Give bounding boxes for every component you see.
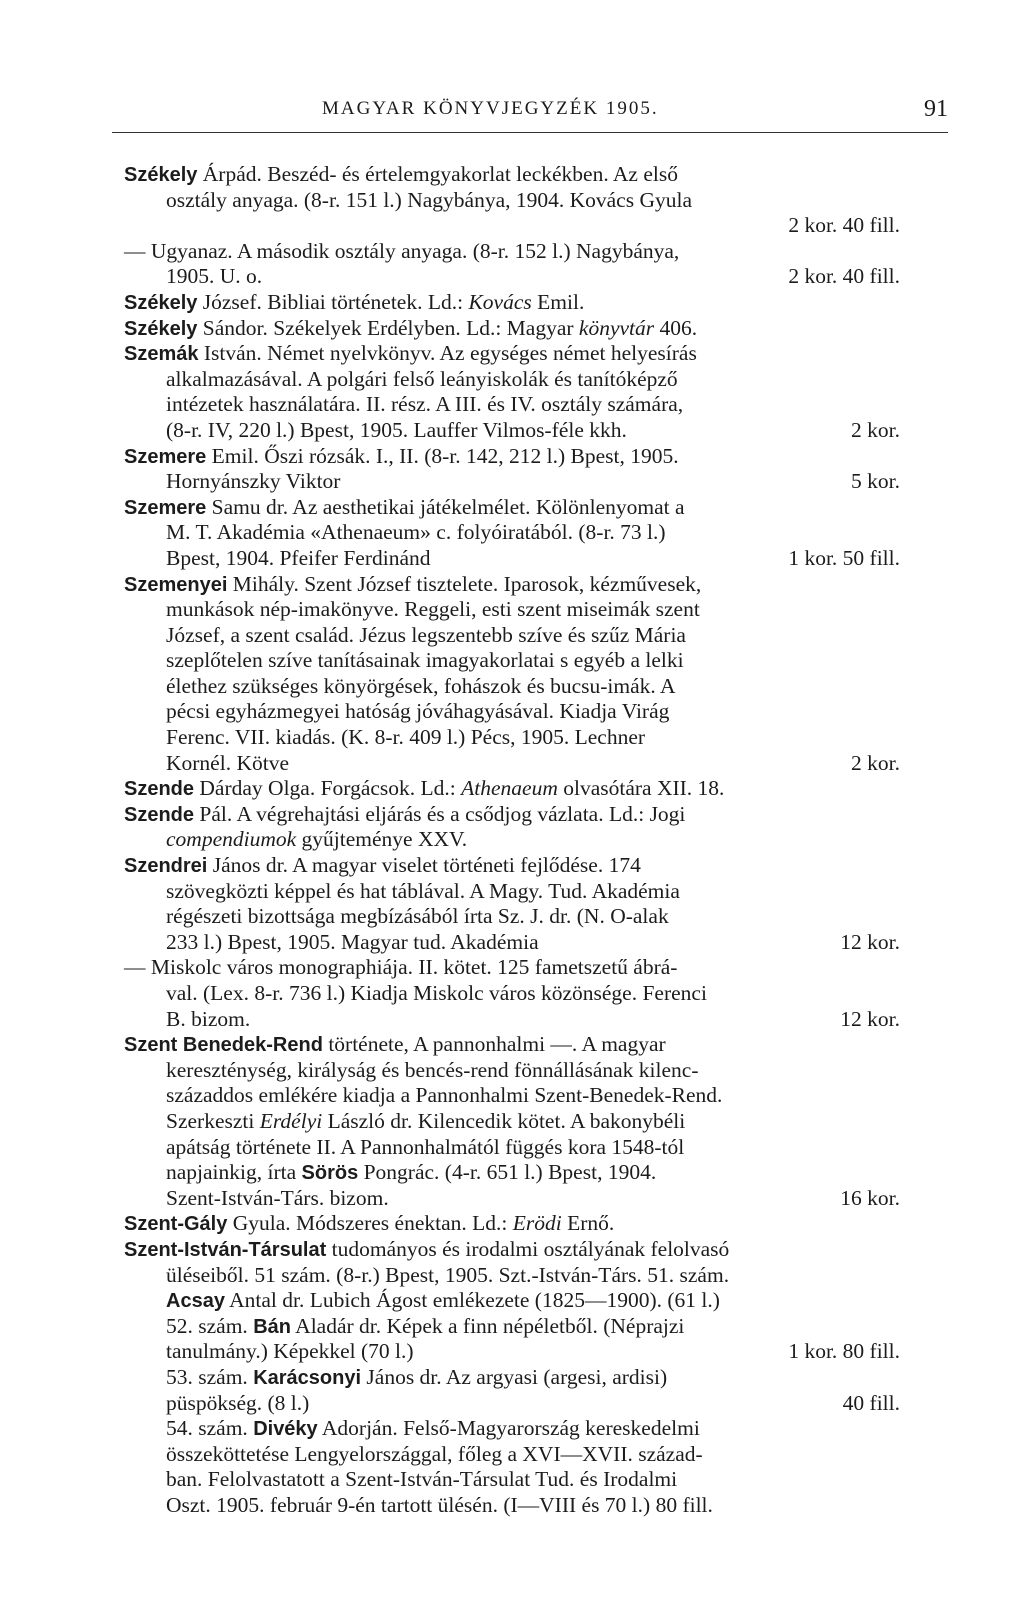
italic-reference: Athenaeum <box>461 776 558 801</box>
line-text <box>124 776 724 803</box>
author-name: Divéky <box>253 1418 318 1441</box>
text-run: Emil. <box>531 289 585 314</box>
catalog-entries <box>124 162 900 1518</box>
author-name: Karácsonyi <box>253 1366 362 1389</box>
text-line <box>124 239 900 265</box>
price: 1 kor. 50 fill. <box>788 545 900 570</box>
text-line <box>124 264 900 290</box>
line-text <box>166 674 676 700</box>
text-run: olvasótára XII. 18. <box>557 776 725 801</box>
italic-reference: Erödi <box>512 1211 562 1236</box>
price: 12 kor. <box>840 929 900 954</box>
text-line <box>124 1288 900 1314</box>
line-text <box>166 546 431 572</box>
text-line <box>124 162 900 188</box>
line-text <box>166 1467 677 1493</box>
line-text <box>124 239 679 265</box>
text-run: József, a szent család. Jézus legszentebb szíve és szűz Mária <box>166 622 686 647</box>
text-run: Emil. Őszi rózsák. I., II. (8-r. 142, 212 l.) Bpest, 1905. <box>206 443 679 468</box>
text-line <box>124 955 900 981</box>
text-line <box>124 188 900 214</box>
text-run: B. bizom. <box>166 1006 251 1031</box>
text-line <box>124 469 900 495</box>
text-line <box>124 1339 900 1365</box>
text-run: Pál. A végrehajtási eljárás és a csődjog vázlata. Ld.: Jogi <box>194 801 686 826</box>
text-line <box>124 1083 900 1109</box>
text-line <box>124 1314 900 1340</box>
text-line <box>124 597 900 623</box>
text-run: Kornél. Kötve <box>166 750 289 775</box>
text-run: 233 l.) Bpest, 1905. Magyar tud. Akadémia <box>166 929 539 954</box>
price: 2 kor. 40 fill. <box>788 264 900 289</box>
text-line <box>124 316 900 342</box>
text-run: M. T. Akadémia «Athenaeum» c. folyóiratából. (8-r. 73 l.) <box>166 520 666 545</box>
entry-heading: Szemák <box>124 343 199 366</box>
price: 1 kor. 80 fill. <box>788 1339 900 1364</box>
text-run: munkások nép-imakönyve. Reggeli, esti szent miseimák szent <box>166 597 700 622</box>
text-run: 406. <box>654 315 698 340</box>
text-run: kereszténység, királyság és bencés-rend fönnállásának kilenc- <box>166 1057 699 1082</box>
price: 12 kor. <box>840 1006 900 1031</box>
author-name: Bán <box>253 1315 291 1338</box>
text-run: Árpád. Beszéd- és értelemgyakorlat leckékben. Az első <box>197 162 678 186</box>
text-line <box>124 1109 900 1135</box>
line-text <box>166 418 627 444</box>
text-run: apátság története II. A Pannonhalmától függés kora 1548-tól <box>166 1134 685 1159</box>
text-run: Ferenc. VII. kiadás. (K. 8-r. 409 l.) Pécs, 1905. Lechner <box>166 725 646 750</box>
entry-heading: Székely <box>124 164 198 186</box>
line-text <box>166 597 700 623</box>
line-text <box>124 341 697 368</box>
price: 40 fill. <box>842 1390 900 1415</box>
text-line <box>124 674 900 700</box>
text-line <box>124 367 900 393</box>
text-line <box>124 648 900 674</box>
line-text <box>166 520 666 546</box>
text-line <box>124 1391 900 1417</box>
text-line <box>124 623 900 649</box>
line-text <box>166 367 678 393</box>
italic-reference: Kovács <box>468 289 532 314</box>
text-line <box>124 418 900 444</box>
line-text <box>166 827 467 853</box>
line-text <box>166 392 683 418</box>
line-text <box>124 290 584 317</box>
text-run: Szent-István-Társ. bizom. <box>166 1185 389 1210</box>
text-run: osztály anyaga. (8-r. 151 l.) Nagybánya, 1904. Kovács Gyula <box>166 187 693 212</box>
entry-heading: Székely <box>124 291 198 314</box>
text-run: alkalmazásával. A polgári felső leányiskolák és tanítóképző <box>166 366 678 391</box>
line-text <box>166 1416 700 1443</box>
line-text <box>166 1135 684 1161</box>
line-text <box>124 444 679 471</box>
text-line <box>124 1007 900 1033</box>
text-line <box>124 699 900 725</box>
header-rule <box>112 132 948 133</box>
text-line <box>124 904 900 930</box>
entry-heading: Szent Benedek-Rend <box>124 1034 323 1057</box>
line-text <box>124 495 685 522</box>
line-text <box>124 316 697 343</box>
line-text <box>166 1263 729 1289</box>
text-line <box>124 827 900 853</box>
text-run: János dr. Az argyasi (argesi, ardisi) <box>361 1364 668 1389</box>
text-line <box>124 1493 900 1519</box>
line-text <box>166 1007 250 1033</box>
entry-heading: Szemere <box>124 445 207 468</box>
line-text <box>166 879 680 905</box>
italic-reference: compendiumok <box>166 827 297 852</box>
text-line <box>124 751 900 777</box>
text-line <box>124 1467 900 1493</box>
text-line <box>124 802 900 828</box>
line-text <box>166 904 669 930</box>
text-run: — Miskolc város monographiája. II. kötet. 125 fametszetű ábrá- <box>124 955 678 980</box>
entry-heading: Szent-István-Társulat <box>124 1238 327 1261</box>
text-run: tudományos és irodalmi osztályának felolvasó <box>326 1236 730 1261</box>
text-line <box>124 572 900 598</box>
text-run: Antal dr. Lubich Ágost emlékezete (1825—1900). (61 l.) <box>224 1288 720 1313</box>
text-run: története, A pannonhalmi —. A magyar <box>322 1032 666 1057</box>
text-run: Ernő. <box>561 1211 615 1236</box>
entry-heading: Szent-Gály <box>124 1213 228 1236</box>
text-run: összeköttetése Lengyelországgal, főleg a XVI—XVII. század- <box>166 1441 703 1466</box>
text-run: szeplőtelen szíve tanításainak imagyakorlatai s egyéb a lelki <box>166 648 684 673</box>
author-name: Acsay <box>166 1290 225 1313</box>
text-run: Samu dr. Az aesthetikai játékelmélet. Kölönlenyomat a <box>206 494 685 519</box>
text-run: Gyula. Módszeres énektan. Ld.: <box>227 1211 513 1236</box>
text-run: Oszt. 1905. február 9-én tartott ülésén. (I—VIII és 70 l.) 80 fill. <box>166 1492 713 1517</box>
text-run: 54. szám. <box>166 1416 254 1441</box>
line-text <box>124 802 685 829</box>
entry-heading: Székely <box>124 317 198 340</box>
text-run: intézetek használatára. II. rész. A III. és IV. osztály számára, <box>166 392 684 417</box>
text-line <box>124 520 900 546</box>
line-text <box>166 1058 699 1084</box>
text-run: régészeti bizottsága megbízásából írta Sz. J. dr. (N. O-alak <box>166 904 669 929</box>
text-line <box>124 1237 900 1263</box>
author-name: Sörös <box>301 1162 359 1185</box>
price: 16 kor. <box>840 1185 900 1210</box>
line-text <box>166 1083 722 1109</box>
text-line <box>124 213 900 239</box>
running-title: MAGYAR KÖNYVJEGYZÉK 1905. <box>322 98 659 119</box>
text-line <box>124 1032 900 1058</box>
line-text <box>166 1160 656 1187</box>
text-run: László dr. Kilencedik kötet. A bakonybéli <box>322 1108 686 1133</box>
line-text <box>166 930 539 956</box>
text-run: József. Bibliai történetek. Ld.: <box>197 289 469 314</box>
text-run: 53. szám. <box>166 1364 254 1389</box>
entry-heading: Szendrei <box>124 855 208 878</box>
line-text <box>166 981 707 1007</box>
line-text <box>166 725 645 751</box>
line-text <box>166 1365 667 1392</box>
text-line <box>124 1135 900 1161</box>
text-line <box>124 1186 900 1212</box>
text-line <box>124 981 900 1007</box>
text-line <box>124 341 900 367</box>
text-run: val. (Lex. 8-r. 736 l.) Kiadja Miskolc város közönsége. Ferenci <box>166 981 707 1005</box>
line-text <box>166 648 684 674</box>
text-run: püspökség. (8 l.) <box>166 1390 310 1415</box>
text-run: (8-r. IV, 220 l.) Bpest, 1905. Lauffer Vilmos-féle kkh. <box>166 417 627 442</box>
text-line <box>124 1211 900 1237</box>
line-text <box>166 469 340 495</box>
line-text <box>124 955 677 981</box>
text-run: üléseiből. 51 szám. (8-r.) Bpest, 1905. Szt.-István-Társ. 51. szám. <box>166 1262 730 1287</box>
text-line <box>124 290 900 316</box>
line-text <box>166 1493 713 1519</box>
entry-heading: Szemenyei <box>124 573 228 596</box>
text-run: Szerkeszti <box>166 1108 260 1133</box>
entry-heading: Szemere <box>124 496 207 519</box>
page-number: 91 <box>924 96 948 122</box>
price: 5 kor. <box>851 469 900 494</box>
text-line <box>124 725 900 751</box>
line-text <box>166 1186 389 1212</box>
text-line <box>124 444 900 470</box>
text-run: Aladár dr. Képek a finn népéletből. (Néprajzi <box>290 1313 685 1338</box>
text-line <box>124 546 900 572</box>
line-text <box>166 751 289 777</box>
italic-reference: könyvtár <box>578 315 655 340</box>
text-run: napjainkig, írta <box>166 1160 302 1185</box>
line-text <box>166 1339 414 1365</box>
text-run: Adorján. Felső-Magyarország kereskedelmi <box>317 1416 700 1441</box>
text-run: — Ugyanaz. A második osztály anyaga. (8-r. 152 l.) Nagybánya, <box>124 238 680 263</box>
text-run: gyűjteménye XXV. <box>296 827 468 852</box>
text-run: István. Német nyelvkönyv. Az egységes német helyesírás <box>198 341 697 366</box>
line-text <box>124 1211 614 1238</box>
text-run: 1905. U. o. <box>166 264 263 289</box>
text-line <box>124 495 900 521</box>
entry-heading: Szende <box>124 803 195 826</box>
text-line <box>124 1442 900 1468</box>
text-line <box>124 392 900 418</box>
line-text <box>124 1237 729 1264</box>
text-line <box>124 930 900 956</box>
line-text <box>166 1288 720 1315</box>
text-line <box>124 1160 900 1186</box>
line-text <box>166 1442 703 1468</box>
line-text <box>166 188 692 214</box>
price: 2 kor. <box>851 750 900 775</box>
text-run: szövegközti képpel és hat táblával. A Magy. Tud. Akadémia <box>166 878 680 903</box>
text-line <box>124 1058 900 1084</box>
line-text <box>124 853 641 880</box>
text-run: Sándor. Székelyek Erdélyben. Ld.: Magyar <box>197 315 579 340</box>
text-run: Pongrác. (4-r. 651 l.) Bpest, 1904. <box>358 1160 657 1185</box>
text-run: századdos emlékére kiadja a Pannonhalmi Szent-Benedek-Rend. <box>166 1083 723 1108</box>
price: 2 kor. <box>851 417 900 442</box>
text-run: ban. Felolvastatott a Szent-István-Társulat Tud. és Irodalmi <box>166 1467 678 1492</box>
text-run: tanulmány.) Képekkel (70 l.) <box>166 1339 414 1364</box>
line-text <box>166 1314 684 1341</box>
running-header <box>112 96 948 132</box>
text-run: Mihály. Szent József tisztelete. Iparosok, kézművesek, <box>227 571 702 596</box>
text-run: élethez szükséges könyörgések, fohászok és bucsu-imák. A <box>166 673 676 698</box>
text-line <box>124 776 900 802</box>
line-text <box>124 1032 666 1059</box>
text-run: Bpest, 1904. Pfeifer Ferdinánd <box>166 545 431 570</box>
line-text <box>166 1109 685 1135</box>
text-run: János dr. A magyar viselet történeti fejlődése. 174 <box>207 853 641 878</box>
price: 2 kor. 40 fill. <box>788 213 900 238</box>
line-text <box>166 264 262 290</box>
text-line <box>124 1416 900 1442</box>
line-text <box>166 699 669 725</box>
line-text <box>124 162 678 189</box>
text-run: 52. szám. <box>166 1313 254 1338</box>
text-line <box>124 879 900 905</box>
line-text <box>166 1391 309 1417</box>
text-run: Dárday Olga. Forgácsok. Ld.: <box>194 776 462 801</box>
italic-reference: Erdélyi <box>259 1108 323 1133</box>
text-run: Hornyánszky Viktor <box>166 469 341 494</box>
line-text <box>166 623 686 649</box>
entry-heading: Szende <box>124 778 195 801</box>
line-text <box>124 572 701 599</box>
text-line <box>124 1263 900 1289</box>
text-line <box>124 853 900 879</box>
text-line <box>124 1365 900 1391</box>
text-run: pécsi egyházmegyei hatóság jóváhagyásával. Kiadja Virág <box>166 699 670 724</box>
